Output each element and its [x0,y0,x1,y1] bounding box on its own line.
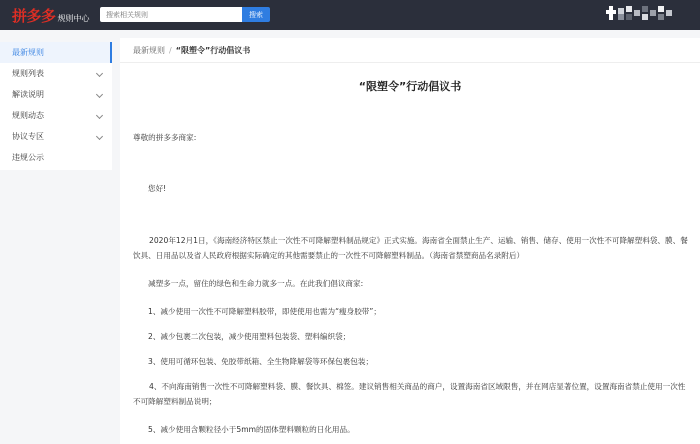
main-content [120,38,700,444]
sidebar-item-label: 协议专区 [12,132,44,141]
search-input[interactable] [100,7,242,22]
intro-paragraph: 2020年12月1日，《海南经济特区禁止一次性不可降解塑料制品规定》正式实施。海南省全面禁止生产、运输、销售、储存、使用一次性不可降解塑料袋、膜、餐饮具、日用品以及省人民政府根据实际确定的其他需要禁止的一次性不可降解塑料制品。（海南省禁塑商品名录附后） [133,236,688,260]
pixelated-user-info-icon [606,6,686,22]
sidebar-item-violations[interactable] [0,147,112,168]
divider [120,62,700,63]
logo-subtitle: 规则中心 [57,14,90,23]
document-title: “限塑令”行动倡议书 [358,80,462,93]
greeting: 您好! [148,184,167,193]
user-avatar-area[interactable] [606,6,686,22]
sidebar-item-latest-rules[interactable] [0,42,112,63]
logo-mark: 拼多多 [12,7,56,25]
sidebar-item-rule-list[interactable] [0,63,112,84]
breadcrumb [133,45,250,56]
sidebar-item-label: 规则动态 [12,111,44,120]
sidebar-item-agreements[interactable] [0,126,112,147]
breadcrumb-root-link[interactable]: 最新规则 [133,46,165,55]
sidebar-item-label: 最新规则 [12,48,44,57]
breadcrumb-current: “限塑令”行动倡议书 [175,46,251,55]
sidebar-item-label: 规则列表 [12,69,44,78]
top-bar [0,0,700,30]
breadcrumb-separator: / [169,46,172,55]
sidebar-item-label: 违规公示 [12,153,44,162]
chevron-down-icon [96,91,103,98]
chevron-down-icon [96,133,103,140]
sidebar-item-rule-updates[interactable] [0,105,112,126]
list-item: 3、使用可循环包装、免胶带纸箱、全生物降解袋等环保包裹包装； [148,357,374,366]
chevron-down-icon [96,112,103,119]
list-item: 2、减少包裹二次包装，减少使用塑料包装袋、塑料编织袋； [148,332,351,341]
search-button[interactable]: 搜索 [242,7,270,22]
list-item: 5、减少使用含颗粒径小于5mm的固体塑料颗粒的日化用品。 [148,425,355,434]
salutation: 尊敬的拼多多商家: [133,133,197,142]
chevron-down-icon [96,70,103,77]
sidebar-item-label: 解读说明 [12,90,44,99]
sidebar-nav [0,42,112,170]
list-item: 4、不向海南销售一次性不可降解塑料袋、膜、餐饮具、棉签。建议销售相关商品的商户，设置海南省区域限售，并在网店显著位置，设置海南省禁止使用一次性不可降解塑料制品说明； [133,382,686,406]
list-item: 1、减少使用一次性不可降解塑料胶带，即使使用也需为“瘦身胶带”； [148,307,381,316]
call-paragraph: 减塑多一点，留住的绿色和生命力就多一点。在此我们倡议商家: [148,279,364,288]
search-bar [100,7,270,22]
sidebar-item-interpretation[interactable] [0,84,112,105]
logo[interactable] [12,5,90,25]
